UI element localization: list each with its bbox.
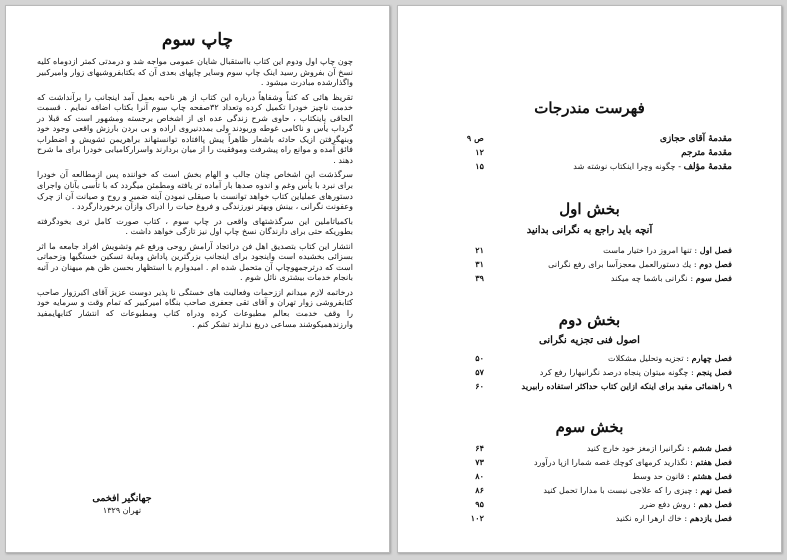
paragraph: باکمیاتاملین این سرگذشتهای واقعی در چاپ سوم ، کتاب صورت کامل تری بخودگرفته بطوریکه حتی برای دارندگان نسخ چاپ اول نیز تازگی خواهد داشت . bbox=[37, 215, 353, 237]
toc-title: فهرست مندرجات bbox=[534, 99, 645, 117]
toc-page-number: ۶۰ bbox=[475, 381, 484, 391]
signature-place-date: تهران ۱۳۲۹ bbox=[102, 506, 142, 515]
toc-page-number: ۳۹ bbox=[475, 273, 484, 283]
toc-label: مقدمهٔ مؤلف bbox=[683, 162, 732, 172]
toc-desc: : تنها امروز درا ختیار ماست bbox=[603, 245, 698, 255]
toc-desc: : چگونه میتوان پنجاه درصد نگرانیهارا رفع کرد bbox=[539, 367, 694, 377]
toc-entry bbox=[492, 442, 732, 455]
toc-label: فصل سوم bbox=[695, 273, 732, 283]
part-title: بخش دوم bbox=[558, 311, 621, 329]
toc-entry bbox=[492, 146, 732, 160]
toc-page-number: ۱۵ bbox=[475, 161, 484, 171]
toc-page-number: ۸۶ bbox=[475, 485, 484, 495]
toc-desc: : روش دفع ضرر bbox=[640, 499, 696, 509]
toc-desc: : یك دستورالعمل معجزآسا برای رفع نگرانی bbox=[548, 259, 697, 269]
left-page bbox=[5, 5, 390, 553]
toc-desc: : قانون حد وسط bbox=[632, 471, 690, 481]
toc-entry bbox=[492, 244, 732, 257]
part-title: بخش اول bbox=[559, 200, 620, 218]
toc-item bbox=[456, 146, 732, 159]
toc-item bbox=[456, 456, 732, 469]
toc-label: فصل دهم bbox=[698, 499, 732, 509]
toc-page-number: ۵۷ bbox=[475, 367, 484, 377]
toc-item bbox=[456, 258, 732, 271]
toc-page-number: ۲۱ bbox=[475, 245, 484, 255]
toc-entry bbox=[492, 470, 732, 483]
toc-desc: - چگونه وچرا اینکتاب نوشته شد bbox=[573, 161, 681, 171]
toc-page-number: ۹۵ bbox=[475, 499, 484, 509]
toc-label: فصل یازدهم bbox=[689, 513, 732, 523]
toc-entry bbox=[492, 380, 732, 393]
toc-entry bbox=[492, 258, 732, 271]
toc-label: فصل پنجم bbox=[696, 367, 732, 377]
part-subtitle: آنچه باید راجع به نگرانی بدانید bbox=[526, 225, 653, 236]
toc-page-number: ص ۹ bbox=[466, 133, 484, 143]
toc-label: فصل نهم bbox=[700, 485, 732, 495]
signature bbox=[72, 493, 172, 515]
toc-label: فصل دوم bbox=[699, 259, 732, 269]
paragraph: تقریظ هائی که کتباً وشفاهاً درباره این کتاب از هر ناحیه بعمل آمد اینجانب را برآنداشت که خدمت ناچیز خودرا تکمیل کرده وتعداد ۳۲صفحه چاپ سوم آنرا بکتاب اضافه نمایم . قسمت الحاقی باینکتاب ، حاوی شرح زندگی عده ای از اشخاص برجسته ومشهور است که قبلا در گرداب یأس و ناکامی غوطه وربودند ولی بمددنیروی اراده و بی بردن بارزش واقعی وجود خود وبنهگرفتن ازیک حادثه باشعار ظاهراً پیش پاافتاده توانستهاند براهریمن تشویش و اضطراب فائق آمده و موانع راه پیشرفت وموفقیت را از میان بردارند واسرارکامیابی خودرا برای ما شرح دهند . bbox=[37, 91, 354, 165]
toc-desc: : چیزی را که علاجی نیست با مدارا تحمل کنید bbox=[543, 485, 698, 495]
toc-page-number: ۵۰ bbox=[475, 353, 484, 363]
toc-entry bbox=[492, 272, 732, 285]
toc-entry bbox=[492, 352, 732, 365]
paragraph: درخاتمه لازم میدانم اززحمات وفعالیت های خستگی نا پذیر دوست عزیز آقای اکبرزوار صاحب کتابفروشی زوار تهران و آقای تقی جعفری صاحب بنگاه امیرکبیر که تمام وقت و سرمایه خود را وقف خدمت بعالم مطبوعات کرده ودراه کتاب ومطبوعات که انتشار کتابهایمفید وارزندهمیکوشند مساعی دریغ ندارند تشکر کنم . bbox=[37, 286, 353, 329]
toc-label: فصل چهارم bbox=[691, 353, 732, 363]
preface-body bbox=[37, 56, 353, 333]
toc-desc: : خاك ارهرا اره نکنید bbox=[615, 513, 688, 523]
toc-desc: : نگرانی باشما چه میکند bbox=[610, 273, 694, 283]
toc-entry bbox=[492, 484, 732, 497]
toc-label: ۹ راهنمائی مفید برای اینکه ازاین کتاب حداکثر استفاده رابیرید bbox=[521, 381, 732, 391]
toc-item bbox=[456, 132, 732, 145]
part-subtitle: اصول فنی تجزیه نگرانی bbox=[539, 335, 640, 346]
page-title: چاپ سوم bbox=[161, 30, 234, 50]
toc-entry bbox=[492, 456, 732, 469]
toc-page-number: ۶۴ bbox=[475, 443, 484, 453]
toc-label: مقدمهٔ آقای حجازی bbox=[659, 134, 732, 144]
toc-item bbox=[456, 442, 732, 455]
toc-desc: : نگذارید کرمهای کوچك غصه شمارا ازپا درآورد bbox=[533, 457, 693, 467]
right-page bbox=[397, 5, 782, 553]
toc-item bbox=[456, 160, 732, 173]
toc-entry bbox=[492, 512, 732, 525]
toc-desc: : تجزیه وتحلیل مشکلات bbox=[607, 353, 689, 363]
toc-entry bbox=[492, 160, 732, 174]
toc-item bbox=[456, 272, 732, 285]
toc-page-number: ۱۲ bbox=[475, 147, 484, 157]
paragraph: چون چاپ اول ودوم این کتاب بااستقبال شایان عمومی مواجه شد و درمدتی کمتر ازدوماه کلیه نسخ آن بفروش رسید اینک چاپ سوم وسایر چاپهای بعدی آن که بکتابفروشیهای زوار وامیرکبیر واگذارشده مبادرت میشود . bbox=[37, 56, 353, 88]
toc-item bbox=[456, 244, 732, 257]
toc-item bbox=[456, 380, 732, 393]
paragraph: انتشار این کتاب بتصدیق اهل فن دراتجاد آرامش روحی ورفع غم وتشویش افراد جامعه ما اثر بسزائی بخشیده است واینجود برای اینجانب بزرگترین پاداش وماية تسکین خستگیها وزحماتی است که درترجمهوچاپ آن متحمل شده ام . امیدوارم با استظهار بحسن ظن هم میهنان در آتیه بانجام خدمات بیشتری نائل شوم . bbox=[37, 240, 353, 283]
toc-label: فصل اول bbox=[699, 245, 732, 255]
toc-item bbox=[456, 512, 732, 525]
part-title: بخش سوم bbox=[555, 418, 624, 436]
toc-entry bbox=[492, 498, 732, 511]
toc-page-number: ۸۰ bbox=[475, 471, 484, 481]
toc-entry bbox=[492, 366, 732, 379]
toc-item bbox=[456, 498, 732, 511]
toc-page-number: ۱۰۲ bbox=[470, 513, 484, 523]
toc-label: فصل هفتم bbox=[695, 457, 732, 467]
toc-item bbox=[456, 352, 732, 365]
paragraph: سرگذشت این اشخاص چنان جالب و الهام بخش است که خواننده پس ازمطالعه آن خودرا برای نبرد با یأس وغم و اندوه صدها بار آماده تر یافته ومطمئن میگردد که با تأسی بآنان واجرای دستورهای عملیاین کتاب خواهد توانست با صیقلی نمودن آینه ضمیر و روح و صیانت آن از چرک وعفونت نگرانی ، بینش وبهتر نورزندگی و فروغ حیات را ادراک وازآن برخوردارگردد . bbox=[37, 169, 353, 212]
toc-item bbox=[456, 470, 732, 483]
toc-page-number: ۳۱ bbox=[475, 259, 484, 269]
toc-page-number: ۷۳ bbox=[475, 457, 484, 467]
toc-label: مقدمهٔ مترجم bbox=[681, 148, 732, 158]
signature-name: جهانگیر افخمی bbox=[92, 493, 152, 504]
toc-label: فصل ششم bbox=[692, 443, 732, 453]
toc-item bbox=[456, 366, 732, 379]
toc-item bbox=[456, 484, 732, 497]
toc-entry bbox=[492, 132, 732, 146]
toc-desc: : نگرانیرا ازمغز خود خارج کنید bbox=[586, 443, 690, 453]
toc-label: فصل هشتم bbox=[692, 471, 732, 481]
